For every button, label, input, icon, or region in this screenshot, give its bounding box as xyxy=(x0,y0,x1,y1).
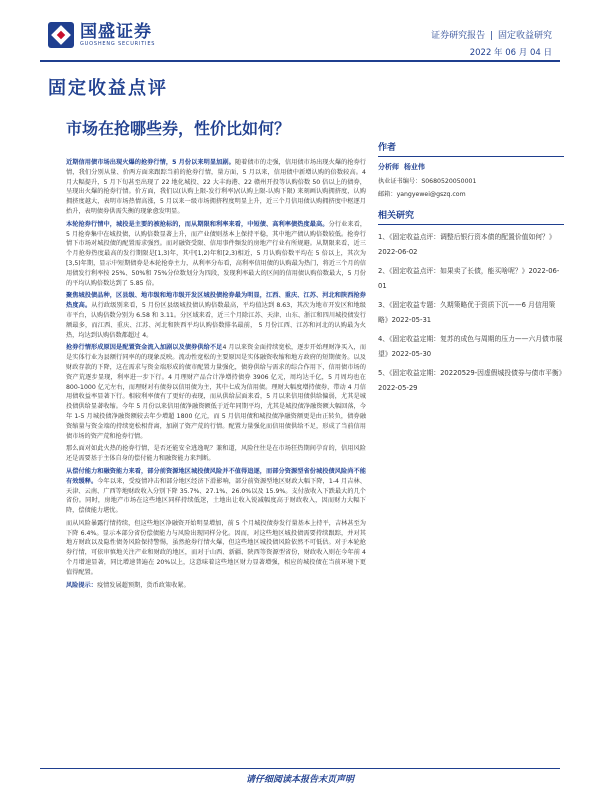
paragraph-body: 那么面对如此火热的抢券行情，是否还能安全逃逸呢？兼和道，风险往往是在市场狂热期间孕育的，信用风险还是需要基于主体自身的偿付能力和融资能力来判断。 xyxy=(66,445,366,463)
related-report-title: 2、《固定收益点评：如果卖了长债，能买啥呢？》 xyxy=(378,267,529,275)
related-section-title: 相关研究 xyxy=(378,208,564,225)
paragraph-body: 疫情发展超预期，货币政策收紧。 xyxy=(96,581,190,589)
related-report-title: 1、《固定收益点评：调整后银行资本债的配置价值如何？》 xyxy=(378,233,556,241)
header-separator: | xyxy=(490,31,494,41)
brand-name-en: GUOSHENG SECURITIES xyxy=(80,40,156,47)
license-number: S0680520050001 xyxy=(421,178,477,185)
paragraph-body: 随着债市的走强，信用债市场出现火爆的抢券行情，我们分别从量、价两方面来跟踪当前的抢券行情，量方面，5 月以来，信用债中新增认购的倍数较高。4 月大幅提升，5 月下旬甚至出现了 22 地化城投、22 大丰海港、22 赣州开投等认购倍数 50 倍以上的债券，呈现出火爆的抢券行情。价方面，我们以(认购上限-发行利率)/(认购上限-认购下限) 来刻画认购拥挤度，认购拥挤度越大，表明市场热情高涨，5 月以来一级市场拥挤程度明显上升，近三个月信用债认购拥挤度中枢逐月抬升，表明债券供需失衡的现象愈发明显。 xyxy=(66,159,366,215)
license-line xyxy=(378,176,564,185)
paragraph-body: 而从风险暴露行情持续，但这些地区净融资开始明显增加，前 5 个月城投债券发行量基本上持平，吉林甚至为下降 6.4%。显示本部分省份偿债能力与风险出现同样分化。因而，对这些地区城投债需要持续跟踪，并对其地方财政以及隐性债务风险保持警惕，虽然抢券行情火爆，但这些地区城投债风险依然不可低估。对于本轮抢券行情，可依审慎地关注产业和财政的地区，而对于山西、新疆、陕西等资源型省份，财政收入则在今年前 4 个月增速显著，同比增速普遍在 20%以上，这意味着这些地区财力显著增强，相应的城投债在当前环境下更值得配置。 xyxy=(66,519,366,576)
author-section-title: 作者 xyxy=(378,140,564,157)
related-report-date: 2022-06-01 xyxy=(378,267,560,290)
paragraph-lead: 聚焦城投债品种，区县级、地市级和地市级开发区城投债抢券最为明显，江西、重庆、江苏、河北和陕西抢券热度高。 xyxy=(66,292,366,310)
footer-disclaimer: 请仔细阅读本报告末页声明 xyxy=(245,775,354,785)
email-link[interactable]: yangyewei@gszq.com xyxy=(396,191,466,198)
related-report-date: 2022-05-30 xyxy=(391,349,432,358)
header-divider xyxy=(40,60,560,62)
paragraph xyxy=(66,519,366,578)
page-title: 市场在抢哪些券，性价比如何？ xyxy=(66,119,291,138)
header-report-type xyxy=(429,28,552,41)
license-label: 执业证书编号： xyxy=(378,178,422,185)
paragraph xyxy=(66,444,366,464)
related-report-title: 3、《固定收益专题：久期策略优于资质下沉——6 月信用策略》 xyxy=(378,301,556,324)
paragraph-lead: 风险提示： xyxy=(66,581,97,589)
paragraph-lead: 从偿付能力和融资能力来看，部分前资源地区城投债风险并不值得追逐，而部分资源型省份城投债风险尚不能有效缓释。 xyxy=(66,467,366,485)
paragraph xyxy=(66,343,366,441)
logo-mark-icon xyxy=(48,22,74,48)
paragraph-body: 4 月以来资金面持续宽松，逐步开始理财净买入，而是实体行业为县额行同率的的现象反映。流动性宽松的主要原因是实体融资收缩和地方政府的短期债务。以及财政存款的下降，这在需求与资金端形成的债市配置力量强化，债券供给与需求的综合作用下，信用债市场的资产荒逐步显现，利率进一步下行。4 月理财产品合计净增持债券 3906 亿元，周均达千亿，5 月周均也在 800-1000 亿元左右，而理财对有债券以信用债为主，其中七成为信用债。理财大幅度增持债券，带动 4 月信用债收益率显著下行。相较利率债有了更好的表现，而从供给层面来看，5 月以来信用债供给偏弱，尤其是城投债供给显著收缩。今年 5 月份以来信用债净融资额低于近年同期平均，尤其是城投债净融资额大幅回落，今年 1-5 月城投债净融资额较去年少增超 1800 亿元，而 5 月信用债和城投债净融资额更是由正转负，债券融资缩量与资金端的持续宽松相背离，加剧了资产荒的行情。配置力量强化而信用债供给不足，形成了当前信用债市场的资产荒和抢券行情。 xyxy=(66,344,367,440)
related-report-item[interactable] xyxy=(378,332,564,361)
paragraph xyxy=(66,291,366,340)
related-report-item[interactable] xyxy=(378,264,564,293)
related-report-item[interactable] xyxy=(378,366,564,395)
paragraph xyxy=(66,581,366,591)
brand-logo xyxy=(48,22,155,48)
sidebar xyxy=(378,140,564,400)
main-body xyxy=(66,158,366,593)
report-type: 证券研究报告 xyxy=(431,31,486,41)
related-report-date: 2022-05-31 xyxy=(391,315,432,324)
brand-name-cn: 国盛证券 xyxy=(80,21,152,42)
related-report-title: 5、《固定收益定期：20220529-因虚假城投债券与债市平衡》 xyxy=(378,369,566,377)
related-report-title: 4、《固定收益定期：复苏的成色与周期的压力——六月债市展望》 xyxy=(378,335,563,358)
related-report-item[interactable] xyxy=(378,298,564,327)
related-report-date: 2022-06-02 xyxy=(378,247,418,256)
report-category: 固定收益研究 xyxy=(497,31,552,41)
paragraph-lead: 本轮抢券行情中，城投是主要的被抢标的，而从期限和利率来看，中短债、高利率债热度最高。 xyxy=(66,220,329,228)
email-label: 邮箱： xyxy=(378,191,397,198)
paragraph-body: 分行业来看，5 月抢券集中在城投债，认购倍数显著上升，而产业债则基本上保持平稳，其中地产债认购倍数较低。抢券行情下市场对城投债的配置需求强烈。而对融资受限、信用事件频发的房地产行业有所规避。从期限来看，近三个月抢券热度最高的发行期限是[1,3)年，其中[1,2)年和[2,3)相近，5 月认购倍数平均在 5 倍以上，其次为[3,5)年期，显示中短期债券是本轮抢券主力，从利率分布看，高利率信用债的认购最为热门，将近三个月的信用债发行利率按 25%、50%和 75%分位数划分为四段，发现利率最大的区间的信用债认购倍数最大，5 月份的平均认购倍数达到了 5.85 倍。 xyxy=(66,220,367,287)
report-date: 2022 年 06 月 04 日 xyxy=(469,48,552,58)
analyst-label: 分析师 xyxy=(378,163,399,171)
doc-type: 固定收益点评 xyxy=(48,78,168,99)
related-report-item[interactable] xyxy=(378,230,564,259)
paragraph xyxy=(66,467,366,516)
related-report-date: 2022-05-29 xyxy=(378,383,418,392)
paragraph xyxy=(66,158,366,217)
paragraph xyxy=(66,220,366,289)
paragraph-body: 今年以来，受疫情冲击和部分地区经济下滑影响，部分前资源型地区财政大幅下降，1-4 月吉林、天津、云南、广西等地财政收入分别下降 35.7%、27.1%、26.0%以及 15.9%。支付放收入下跌最大的几个省份。同时，房地产市场在这些地区同样持续低迷，土地出让收入锐减幅度高于财政收入，因而财力大幅下降，偿债能力堪忧。 xyxy=(66,477,366,515)
footer-divider xyxy=(40,768,560,769)
email-line xyxy=(378,189,564,198)
analyst-name: 杨业伟 xyxy=(403,163,425,171)
paragraph-lead: 近期信用债市场出现火爆的抢券行情，5 月份以来明显加剧。 xyxy=(66,159,235,166)
analyst xyxy=(378,162,564,172)
paragraph-lead: 抢券行情形成原因是配置资金流入加剧以及债券供给不足 xyxy=(66,344,223,352)
paragraph-body: 从行政级别来看，5 月份区县级城投债认购倍数最高，平均值达到 8.63，其次为地市开发区和地级市平台，认购倍数分别为 6.58 和 3.11。分区域来看，近三个月除江苏、天津、山东、浙江和四川城投债发行额最多，而江西、重庆、江苏、河北和陕西平均认购倍数排名最前， 5 月份江西、江苏和河北的认购最为火热，均达到认购倍数都超过 4。 xyxy=(66,302,366,339)
